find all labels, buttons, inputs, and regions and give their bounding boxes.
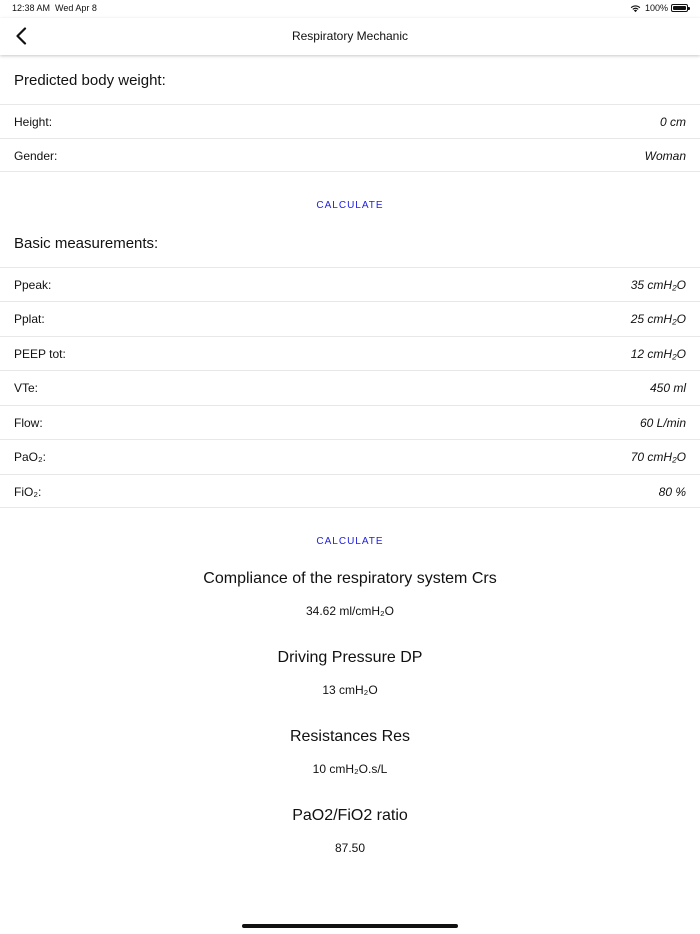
pplat-field[interactable]: 25 cmH₂O (630, 312, 686, 326)
result-value-pao2-fio2-ratio: 87.50 (334, 841, 366, 855)
input-row-pplat[interactable] (0, 301, 700, 335)
result-title-pao2-fio2-ratio: PaO2/FiO2 ratio (292, 807, 408, 824)
input-row-height[interactable] (0, 104, 700, 138)
status-bar (0, 0, 700, 18)
wifi-icon (630, 4, 641, 13)
input-row-flow[interactable] (0, 405, 700, 439)
row-label: VTe: (14, 381, 39, 395)
row-label: Height: (14, 115, 53, 129)
vte-field[interactable]: 450 ml (649, 381, 686, 395)
flow-field[interactable]: 60 L/min (639, 416, 686, 430)
result-value-crs: 34.62 ml/cmH₂O (305, 604, 394, 618)
height-field[interactable]: 0 cm (659, 115, 686, 129)
fio2-field[interactable]: 80 % (658, 485, 686, 499)
input-row-vte[interactable] (0, 370, 700, 404)
row-label: PEEP tot: (14, 347, 66, 361)
input-row-ppeak[interactable] (0, 267, 700, 301)
navigation-bar (0, 18, 700, 55)
result-title-crs: Compliance of the respiratory system Crs (203, 570, 497, 587)
row-label: Pplat: (14, 312, 45, 326)
input-row-gender[interactable] (0, 138, 700, 172)
gender-select[interactable]: Woman (644, 149, 686, 163)
row-label: FiO₂: (14, 485, 42, 499)
row-label: Ppeak: (14, 278, 52, 292)
calculate-measurements-button[interactable]: CALCULATE (316, 536, 384, 547)
row-label: PaO₂: (14, 450, 47, 464)
page-title: Respiratory Mechanic (291, 29, 409, 43)
result-value-resistances: 10 cmH₂O.s/L (312, 762, 388, 776)
row-label: Flow: (14, 416, 43, 430)
result-title-resistances: Resistances Res (289, 728, 411, 745)
section-heading-basic-measurements: Basic measurements: (14, 235, 159, 252)
input-row-peep-tot[interactable] (0, 336, 700, 370)
input-row-fio2[interactable] (0, 474, 700, 508)
status-indicators (630, 3, 688, 13)
pao2-field[interactable]: 70 cmH₂O (630, 450, 686, 464)
row-label: Gender: (14, 149, 58, 163)
result-value-driving-pressure: 13 cmH₂O (322, 683, 378, 697)
battery-percentage: 100% (644, 3, 668, 13)
home-indicator[interactable] (242, 924, 458, 928)
status-time: 12:38 AM Wed Apr 8 (12, 3, 97, 13)
calculate-pbw-button[interactable]: CALCULATE (316, 200, 384, 211)
battery-icon (671, 4, 688, 12)
peep-tot-field[interactable]: 12 cmH₂O (630, 347, 686, 361)
ppeak-field[interactable]: 35 cmH₂O (630, 278, 686, 292)
section-heading-predicted-body-weight: Predicted body weight: (14, 72, 166, 89)
result-title-driving-pressure: Driving Pressure DP (277, 649, 423, 666)
input-row-pao2[interactable] (0, 439, 700, 473)
